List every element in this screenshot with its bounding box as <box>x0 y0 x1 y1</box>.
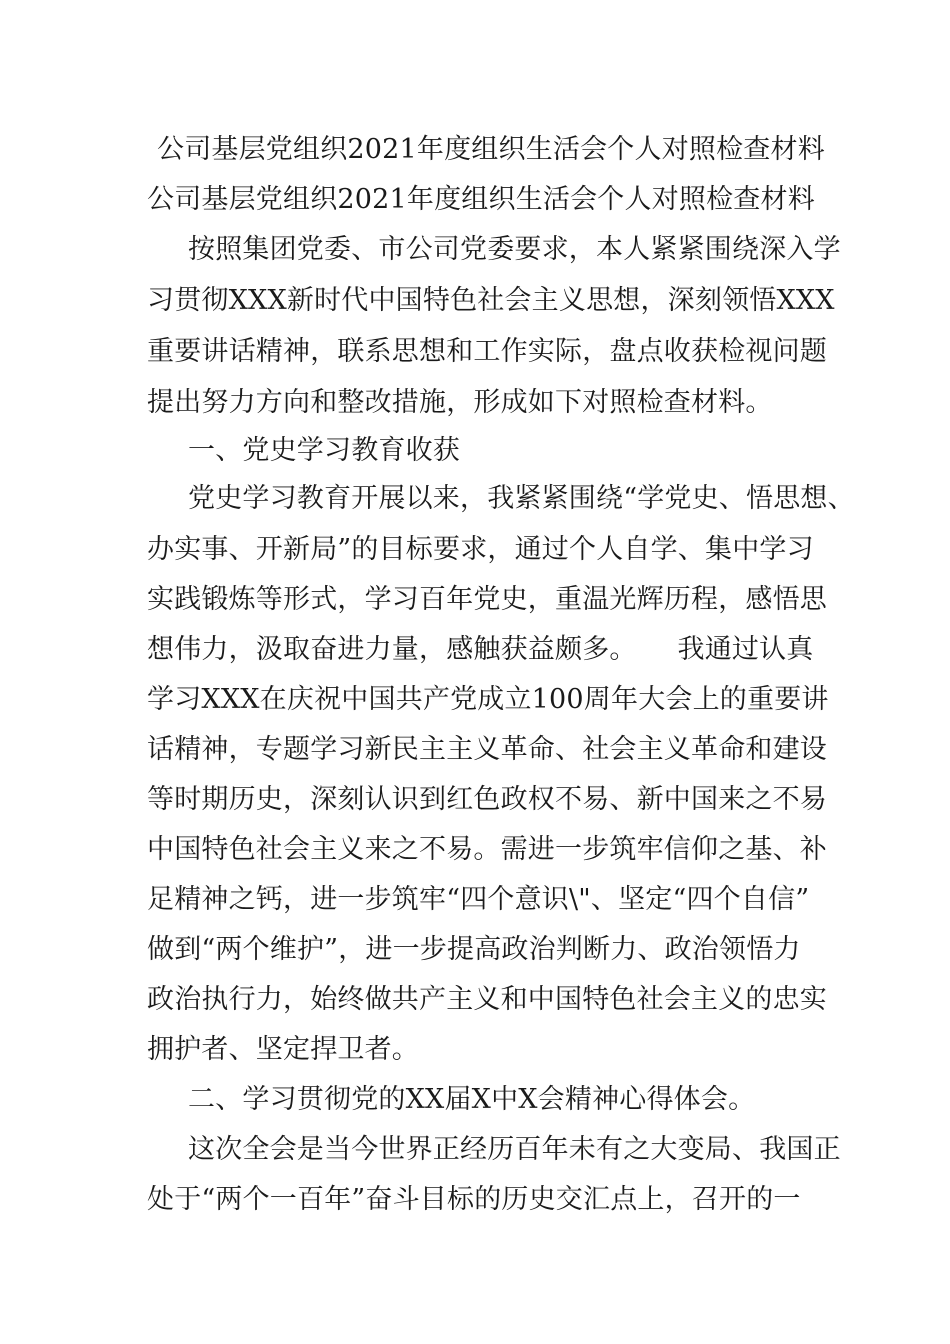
paragraph-line: 重要讲话精神，联系思想和工作实际，盘点收获检视问题 <box>147 336 827 367</box>
section-heading: 一、党史学习教育收获 <box>188 435 460 466</box>
paragraph-line: 拥护者、坚定捍卫者。 <box>147 1034 419 1065</box>
paragraph-line: 学习XXX在庆祝中国共产党成立100周年大会上的重要讲 <box>147 684 829 715</box>
paragraph-line: 做到“两个维护”，进一步提高政治判断力、政治领悟力 <box>147 934 801 965</box>
paragraph-line: 办实事、开新局”的目标要求，通过个人自学、集中学习 <box>147 534 814 565</box>
document-subtitle: 公司基层党组织2021年度组织生活会个人对照检查材料 <box>147 184 815 215</box>
paragraph-line: 实践锻炼等形式，学习百年党史，重温光辉历程，感悟思 <box>147 584 827 615</box>
paragraph-line: 党史学习教育开展以来，我紧紧围绕“学党史、悟思想、 <box>188 483 855 514</box>
paragraph-line: 处于“两个一百年”奋斗目标的历史交汇点上，召开的一 <box>147 1184 801 1215</box>
document-title: 公司基层党组织2021年度组织生活会个人对照检查材料 <box>157 134 825 165</box>
paragraph-line: 话精神，专题学习新民主主义革命、社会主义革命和建设 <box>147 734 827 765</box>
paragraph-line: 按照集团党委、市公司党委要求，本人紧紧围绕深入学 <box>188 234 841 265</box>
paragraph-line: 想伟力，汲取奋进力量，感触获益颇多。 我通过认真 <box>147 634 814 665</box>
paragraph-line: 足精神之钙，进一步筑牢“四个意识\"、坚定“四个自信” <box>147 884 810 915</box>
paragraph-line: 等时期历史，深刻认识到红色政权不易、新中国来之不易 <box>147 784 827 815</box>
paragraph-line: 中国特色社会主义来之不易。需进一步筑牢信仰之基、补 <box>147 834 827 865</box>
paragraph-line: 这次全会是当今世界正经历百年未有之大变局、我国正 <box>188 1134 841 1165</box>
paragraph-line: 政治执行力，始终做共产主义和中国特色社会主义的忠实 <box>147 984 827 1015</box>
section-heading: 二、学习贯彻党的XX届X中X会精神心得体会。 <box>188 1084 756 1115</box>
paragraph-line: 提出努力方向和整改措施，形成如下对照检查材料。 <box>147 387 773 418</box>
paragraph-line: 习贯彻XXX新时代中国特色社会主义思想，深刻领悟XXX <box>147 285 835 316</box>
